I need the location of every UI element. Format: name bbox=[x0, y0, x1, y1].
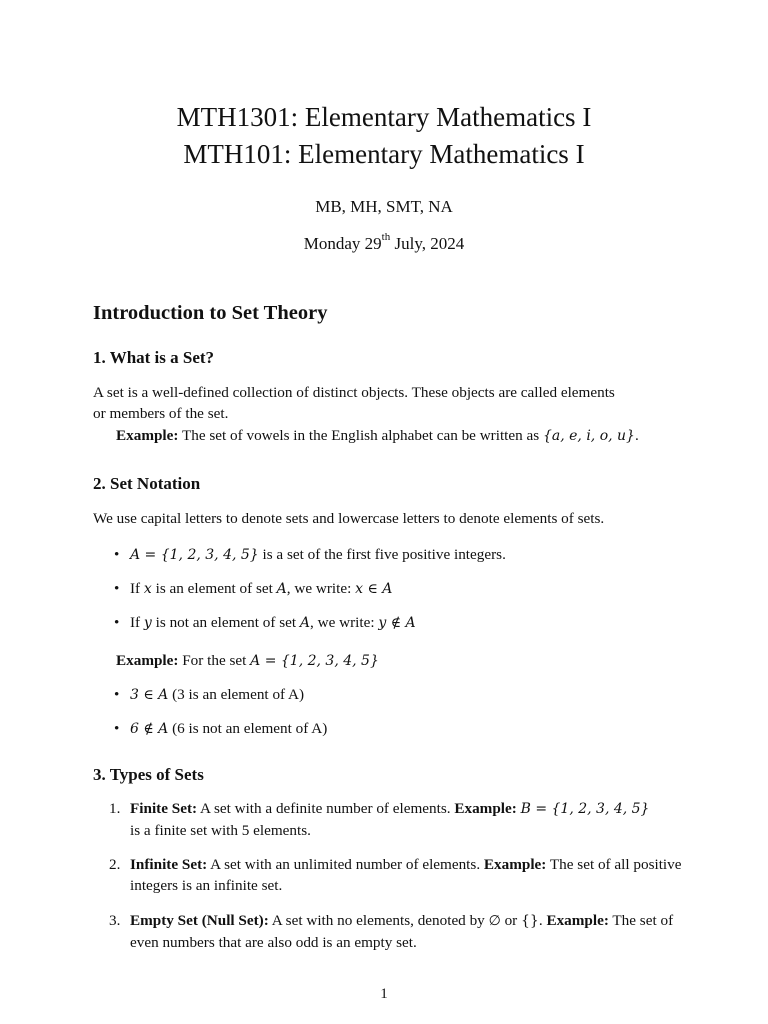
list-item bbox=[114, 544, 690, 566]
bullet-text: , we write: bbox=[310, 614, 379, 631]
example-text: The set of vowels in the English alphabet can be written as bbox=[178, 427, 543, 444]
example-label: Example: bbox=[116, 427, 179, 444]
example-label: Example: bbox=[546, 912, 609, 929]
heading-what-is-a-set: 1. What is a Set? bbox=[93, 348, 215, 367]
element-of-math: 3 ∈ A bbox=[130, 687, 169, 703]
math-var: A bbox=[299, 615, 311, 631]
list-item bbox=[114, 612, 690, 634]
list-item bbox=[114, 684, 690, 706]
item-number: 3. bbox=[109, 912, 121, 929]
example-label: Example: bbox=[454, 800, 517, 817]
example-label: Example: bbox=[483, 856, 547, 873]
term-label: Finite Set: bbox=[130, 800, 198, 817]
empty-set-symbol: ∅ bbox=[488, 913, 501, 929]
math-var: A bbox=[276, 581, 287, 597]
page-number: 1 bbox=[380, 986, 388, 1002]
definition-line-2: or members of the set. bbox=[93, 405, 229, 422]
heading-set-notation: 2. Set Notation bbox=[93, 474, 201, 493]
list-item bbox=[114, 578, 690, 600]
term-text: A set with a definite number of elements. bbox=[197, 800, 455, 817]
not-element-of-math: y ∉ A bbox=[378, 615, 416, 631]
bullet-text: If bbox=[130, 580, 144, 597]
term-text: The set of even numbers that are also odd is an empty set. bbox=[130, 912, 674, 951]
date-prefix: Monday 29 bbox=[303, 234, 382, 253]
example-label: Example: bbox=[116, 652, 179, 669]
date-suffix: July, 2024 bbox=[390, 234, 465, 253]
math-var: x bbox=[143, 581, 152, 597]
math-var: y bbox=[143, 615, 152, 631]
document-title: MTH1301: Elementary Mathematics I bbox=[176, 102, 592, 132]
item-number: 1. bbox=[109, 800, 121, 817]
not-element-of-math: 6 ∉ A bbox=[130, 721, 169, 737]
date bbox=[0, 233, 768, 254]
bullet-dot: • bbox=[114, 614, 120, 631]
bullet-text: (3 is an element of A) bbox=[168, 686, 305, 703]
term-text: A set with no elements, denoted by bbox=[268, 912, 489, 929]
bullet-text: is not an element of set bbox=[151, 614, 300, 631]
set-b-math: B = {1, 2, 3, 4, 5} bbox=[520, 801, 650, 817]
document-subtitle: MTH101: Elementary Mathematics I bbox=[183, 139, 585, 169]
term-label: Infinite Set: bbox=[130, 856, 208, 873]
item-number: 2. bbox=[109, 856, 121, 873]
set-a-math: A = {1, 2, 3, 4, 5} bbox=[130, 547, 259, 563]
vowel-set-math: {a, e, i, o, u} bbox=[542, 428, 635, 444]
list-item-empty-set bbox=[109, 910, 686, 953]
definition-line-1: A set is a well-defined collection of distinct objects. These objects are called elements bbox=[93, 384, 615, 401]
term-text: A set with an unlimited number of elements. bbox=[207, 856, 484, 873]
bullet-text: is an element of set bbox=[151, 580, 277, 597]
notation-intro: We use capital letters to denote sets and lowercase letters to denote elements of sets. bbox=[93, 510, 605, 527]
term-text: is a finite set with 5 elements. bbox=[130, 822, 311, 839]
section-title: Introduction to Set Theory bbox=[93, 302, 328, 324]
heading-types-of-sets: 3. Types of Sets bbox=[93, 765, 204, 784]
example-end: . bbox=[634, 427, 639, 444]
list-item-finite-set bbox=[109, 798, 686, 841]
bullet-text: is a set of the first five positive integers. bbox=[258, 546, 506, 563]
vowels-example bbox=[116, 425, 696, 447]
bullet-text: (6 is not an element of A) bbox=[168, 720, 328, 737]
bullet-dot: • bbox=[114, 686, 120, 703]
bullet-dot: • bbox=[114, 720, 120, 737]
element-of-math: x ∈ A bbox=[355, 581, 393, 597]
bullet-dot: • bbox=[114, 546, 120, 563]
bullet-text: , we write: bbox=[286, 580, 356, 597]
list-item-infinite-set bbox=[109, 854, 686, 896]
notation-example bbox=[116, 650, 379, 672]
authors: MB, MH, SMT, NA bbox=[315, 197, 453, 216]
bullet-dot: • bbox=[114, 580, 120, 597]
term-text: or bbox=[500, 912, 522, 929]
term-label: Empty Set (Null Set): bbox=[130, 912, 269, 929]
term-text: The set of all positive integers is an infinite set. bbox=[130, 856, 682, 894]
bullet-text: If bbox=[130, 614, 144, 631]
term-text: . bbox=[538, 912, 547, 929]
example-text: For the set bbox=[178, 652, 251, 669]
list-item bbox=[114, 718, 690, 740]
empty-braces-symbol: {} bbox=[521, 913, 539, 929]
set-a-math: A = {1, 2, 3, 4, 5} bbox=[250, 653, 379, 669]
date-superscript: th bbox=[381, 231, 391, 244]
